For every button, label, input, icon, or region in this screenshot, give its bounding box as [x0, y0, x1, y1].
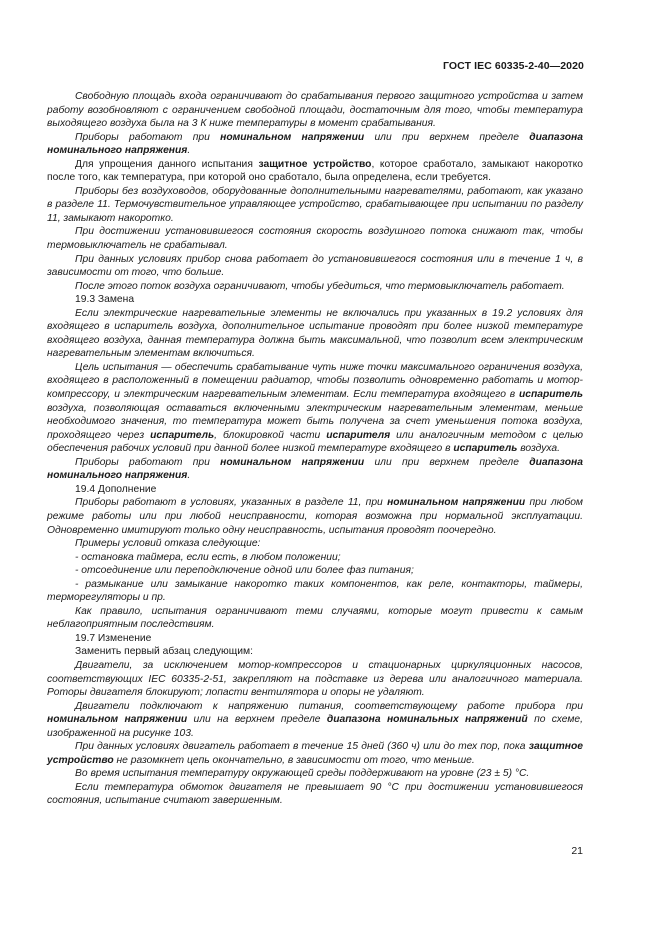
text-run: Цель испытания — обеспечить срабатывание чуть ниже точки максимального ограничения воздуха, входящего в расположенный в помещении радиатор, чтобы позволить одновременно работать и мотор-компрессору, и электрическим нагревательным элементам. Если температура входящего в [47, 361, 583, 401]
text-run: При данных условиях двигатель работает в течение 15 дней (360 ч) или до тех пор, пока [75, 741, 529, 753]
text-run: - остановка таймера, если есть, в любом положении; [75, 551, 341, 563]
text-run: . [187, 470, 191, 482]
bold-term: защитное устройство [258, 158, 372, 170]
text-run: Как правило, испытания ограничивают теми случаями, которые могут привести к самым неблагоприятным последствиям. [47, 605, 583, 631]
text-run: , которое сработало, замыкают накоротко после того, как температура, при которой оно сработало, была определена, если требуется. [47, 158, 583, 184]
paragraph [47, 483, 583, 497]
paragraph [47, 781, 583, 808]
text-run: Свободную площадь входа ограничивают до срабатывания первого защитного устройства и затем работу возобновляют с ограничением свободной площади, достаточным для того, чтобы температура выходящего воздуха была на 3 К ниже температуры в момент срабатывания. [47, 91, 583, 130]
text-run: 19.7 Изменение [75, 632, 152, 644]
text-run: При данных условиях прибор снова работает до установившегося состояния или в течение 1 ч, в зависимости от того, что больше. [47, 253, 583, 279]
text-run: Если температура обмоток двигателя не превышает 90 °С при достижении установившегося состояния, испытание считают завершенным. [47, 781, 583, 807]
paragraph [47, 578, 583, 605]
text-run: или при верхнем пределе [364, 456, 530, 468]
bold-term: номинальном напряжении [220, 456, 365, 468]
paragraph [47, 158, 583, 185]
text-run: 19.3 Замена [75, 294, 135, 306]
paragraph [47, 456, 583, 483]
text-run: Двигатели подключают к напряжению питания, соответствующему работе прибора при [75, 700, 583, 712]
text-run: Для упрощения данного испытания [75, 158, 259, 170]
paragraph [47, 496, 583, 537]
text-run: 19.4 Дополнение [75, 483, 157, 495]
text-run: Если электрические нагревательные элементы не включались при указанных в 19.2 условиях для входящего в испаритель воздуха, дополнительное испытание проводят при более низкой температуре входящего воздуха, данная температура должна быть максимальной, что позволит всем электрическим нагревательным элементам включиться. [47, 307, 583, 360]
paragraph [47, 537, 583, 551]
text-run: не разомкнет цепь окончательно, в зависимости от того, что меньше. [113, 754, 475, 766]
text-run: После этого поток воздуха ограничивают, чтобы убедиться, что термовыключатель работает. [75, 280, 565, 292]
text-run: или аналогичным методом с целью обеспечения рабочих условий при данной более низкой температуре входящего в [47, 429, 583, 455]
text-run: - размыкание или замыкание накоротко таких компонентов, как реле, контакторы, таймеры, терморегуляторы и пр. [47, 578, 583, 604]
text-run: при любом режиме работы или при любой неисправности, которая возможна при нормальной эксплуатации. Одновременно имитируют только одну неисправность, испытания проводят поочередно. [47, 497, 583, 536]
paragraph [47, 645, 583, 659]
paragraph [47, 700, 583, 741]
paragraph [47, 131, 583, 158]
bold-term: диапазона номинальных напряжений [326, 714, 528, 726]
document-body [47, 90, 583, 808]
bold-term: испаритель [518, 389, 583, 401]
text-run: Приборы работают в условиях, указанных в разделе 11, при [75, 497, 388, 509]
paragraph [47, 659, 583, 700]
bold-term: защитное устройство [47, 741, 583, 766]
text-run: . [187, 145, 191, 157]
bold-term: номинальном напряжении [47, 714, 188, 726]
paragraph [47, 551, 583, 565]
paragraph [47, 632, 583, 646]
bold-term: диапазона номинального напряжения [47, 131, 583, 157]
paragraph [47, 605, 583, 632]
text-run: Приборы работают при [75, 456, 221, 468]
bold-term: номинальном напряжении [387, 497, 526, 509]
text-run: или на верхнем пределе [187, 714, 327, 726]
text-run: по схеме, изображенной на рисунке 103. [47, 714, 584, 739]
paragraph [47, 90, 583, 131]
text-run: воздуха, позволяющая оставаться включенными электрическим нагревательным элементам, меньше необходимого значения, то температура может быть получена за счет уменьшения потока воздуха, проходящего через [47, 402, 583, 441]
bold-term: испаритель [150, 429, 215, 441]
bold-term: номинальном напряжении [220, 131, 365, 143]
text-run: Двигатели, за исключением мотор-компрессоров и стационарных циркуляционных насосов, соответствующих IEC 60335-2-51, закрепляют на подставке из дерева или аналогичного материала. Роторы двигателя блокируют; лопасти вентилятора и опоры не удаляют. [47, 659, 583, 699]
text-run: Заменить первый абзац следующим: [75, 646, 253, 658]
text-run: Приборы работают при [75, 131, 221, 143]
paragraph [47, 293, 583, 307]
paragraph [47, 307, 583, 361]
paragraph [47, 740, 583, 767]
paragraph [47, 225, 583, 252]
text-run: , блокировкой части [214, 429, 327, 441]
text-run: Приборы без воздуховодов, оборудованные дополнительными нагревателями, работают, как указано в разделе 11. Термочувствительное управляющее устройство, срабатывающее при испытании по разделу 11, замыкают накоротко. [47, 185, 583, 224]
page-header: ГОСТ IEC 60335-2-40—2020 [442, 60, 584, 72]
paragraph [47, 767, 583, 781]
paragraph [47, 361, 583, 456]
paragraph [47, 280, 583, 294]
page-number: 21 [571, 845, 583, 857]
text-run: воздуха. [517, 443, 560, 455]
bold-term: испарителя [326, 429, 391, 441]
text-run: Примеры условий отказа следующие: [75, 538, 261, 550]
paragraph [47, 253, 583, 280]
text-run: - отсоединение или переподключение одной или более фаз питания; [75, 565, 414, 577]
text-run: При достижении установившегося состояния скорость воздушного потока снижают так, чтобы термовыключатель не срабатывал. [47, 226, 583, 252]
paragraph [47, 185, 583, 226]
text-run: или при верхнем пределе [364, 131, 530, 143]
text-run: Во время испытания температуру окружающей среды поддерживают на уровне (23 ± 5) °С. [75, 768, 530, 780]
bold-term: диапазона номинального напряжения [47, 456, 583, 482]
paragraph [47, 564, 583, 578]
bold-term: испаритель [453, 443, 518, 455]
